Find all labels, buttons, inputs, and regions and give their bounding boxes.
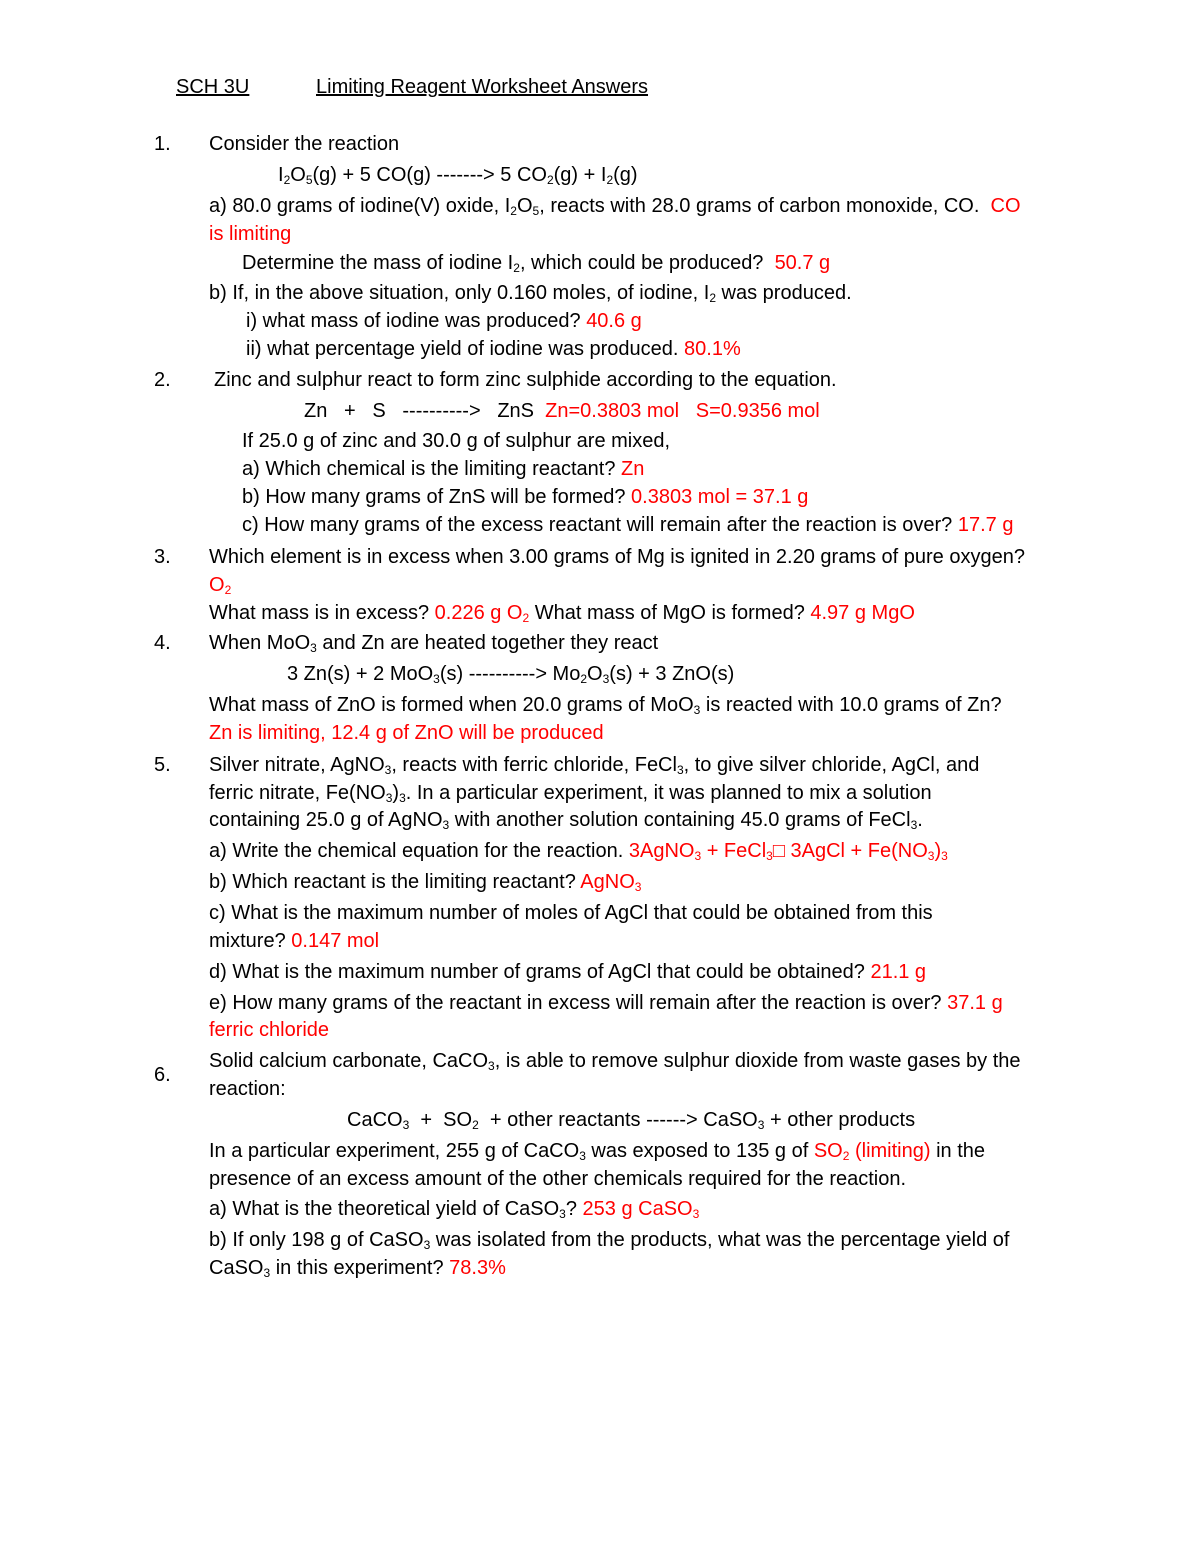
q1-part-a: a) 80.0 grams of iodine(V) oxide, $I_2O_5$, reacts with 28.0 grams of carbon monoxide, CO. CO (209, 195, 1021, 218)
q1-equation: $I_2O_5(g) + 5$ CO(g) -------> 5 $CO_2(g) + I_2(g)$ (278, 164, 638, 187)
q2-eq-answer: Zn=0.3803 mol S=0.9356 mol (545, 400, 820, 422)
q6-line-4: presence of an excess amount of the other chemicals required for the reaction. (209, 1168, 907, 1190)
q1-intro: Consider the reaction (209, 133, 400, 155)
q5-d-answer: 21.1 g (870, 961, 927, 983)
q1-part-b-ii: ii) what percentage yield of iodine was produced. 80.1% (246, 338, 741, 360)
q2-part-c: c) How many grams of the excess reactant will remain after the reaction is over? 17.7 g (242, 514, 1014, 536)
q5-b-answer: AgNO$_3$ (580, 871, 642, 894)
q6-limiting-answer: $SO_2$ (limiting) (813, 1140, 931, 1163)
q3-answer-2: 0.226 g $O_2$ (434, 602, 530, 625)
q6-line-3: In a particular experiment, 255 g of CaCO$_3$ was exposed to 135 g of $SO_2$ (limiting) in the (209, 1140, 986, 1163)
question-number-4: 4. (154, 632, 171, 654)
q5-part-d: d) What is the maximum number of grams of AgCl that could be obtained? 21.1 g (209, 961, 927, 983)
q2-equation: Zn + S ----------> ZnS Zn=0.3803 mol S=0.9356 mol (304, 400, 820, 422)
q5-e-answer-cont: ferric chloride (209, 1019, 330, 1041)
course-code: SCH 3U (176, 76, 250, 98)
q5-part-c: c) What is the maximum number of moles of AgCl that could be obtained from this (209, 902, 933, 924)
q3-answer-1: $O_2$ (209, 574, 232, 597)
q1-part-b: b) If, in the above situation, only 0.160 moles, of iodine, $I_2$ was produced. (209, 282, 852, 305)
q6-b-answer: 78.3% (449, 1257, 506, 1279)
q4-question: What mass of ZnO is formed when 20.0 grams of MoO$_3$ is reacted with 10.0 grams of Zn? (209, 694, 1002, 717)
question-number-1: 1. (154, 133, 171, 155)
q6-line-2: reaction: (209, 1078, 286, 1100)
question-number-5: 5. (154, 754, 171, 776)
q1-bi-answer: 40.6 g (586, 310, 642, 332)
question-number-6: 6. (154, 1064, 171, 1086)
q5-line-2: ferric nitrate, $Fe(NO_3)_3$. In a particular experiment, it was planned to mix a solution (209, 782, 932, 805)
q5-line-3: containing 25.0 g of AgNO$_3$ with another solution containing 45.0 grams of FeCl$_3$. (209, 809, 923, 832)
q2-part-a: a) Which chemical is the limiting reactant? Zn (242, 458, 645, 480)
question-number-3: 3. (154, 546, 171, 568)
q6-a-answer: 253 g CaSO$_3$ (582, 1198, 700, 1221)
q1-a-answer: CO (990, 195, 1021, 217)
q2-a-answer: Zn (621, 458, 645, 480)
worksheet-title: Limiting Reagent Worksheet Answers (316, 76, 649, 98)
q4-answer: Zn is limiting, 12.4 g of ZnO will be produced (209, 722, 604, 744)
q3-followup: What mass is in excess? 0.226 g $O_2$ What mass of MgO is formed? 4.97 g MgO (209, 602, 915, 625)
q1-determine: Determine the mass of iodine $I_2$, which could be produced? 50.7 g (242, 252, 831, 275)
q6-part-b: b) If only 198 g of CaSO$_3$ was isolated from the products, what was the percentage yield of (209, 1229, 1010, 1252)
q5-part-a: a) Write the chemical equation for the reaction. 3AgNO$_3$ + FeCl$_3$□ 3AgCl + $Fe(NO_3)_3$ (209, 840, 948, 863)
q5-part-e: e) How many grams of the reactant in excess will remain after the reaction is over? 37.1 g (209, 992, 1003, 1014)
q6-equation: CaCO$_3$ + $SO_2$ + other reactants ------> CaSO$_3$ + other products (347, 1109, 916, 1132)
q6-part-a: a) What is the theoretical yield of CaSO$_3$? 253 g CaSO$_3$ (209, 1198, 700, 1221)
q5-line-1: Silver nitrate, AgNO$_3$, reacts with ferric chloride, FeCl$_3$, to give silver chloride, AgCl, and (209, 754, 980, 777)
q6-line-1: Solid calcium carbonate, CaCO$_3$, is able to remove sulphur dioxide from waste gases by the (209, 1050, 1021, 1073)
q5-part-b: b) Which reactant is the limiting reactant? AgNO$_3$ (209, 871, 642, 894)
q3-answer-3: 4.97 g MgO (810, 602, 915, 624)
q6-part-b-cont: CaSO$_3$ in this experiment? 78.3% (209, 1257, 506, 1280)
q2-part-b: b) How many grams of ZnS will be formed? 0.3803 mol = 37.1 g (242, 486, 809, 508)
q2-b-answer: 0.3803 mol = 37.1 g (631, 486, 809, 508)
q1-det-answer: 50.7 g (774, 252, 831, 274)
q4-intro: When MoO$_3$ and Zn are heated together they react (209, 632, 659, 655)
q5-e-answer: 37.1 g (947, 992, 1003, 1014)
q5-part-c-cont: mixture? 0.147 mol (209, 930, 380, 952)
q1-a-answer-cont: is limiting (209, 223, 292, 245)
q3-text: Which element is in excess when 3.00 grams of Mg is ignited in 2.20 grams of pure oxygen? (209, 546, 1025, 568)
q4-equation: 3 Zn(s) + 2 MoO$_3$(s) ----------> $Mo_2O_3(s) + 3$ ZnO(s) (287, 663, 735, 686)
question-number-2: 2. (154, 369, 171, 391)
q1-part-b-i: i) what mass of iodine was produced? 40.6 g (246, 310, 642, 332)
q2-given: If 25.0 g of zinc and 30.0 g of sulphur are mixed, (242, 430, 671, 452)
q2-c-answer: 17.7 g (957, 514, 1014, 536)
q5-c-answer: 0.147 mol (291, 930, 380, 952)
q2-intro: Zinc and sulphur react to form zinc sulphide according to the equation. (214, 369, 837, 391)
q1-bii-answer: 80.1% (684, 338, 741, 360)
q5-a-answer: 3AgNO$_3$ + FeCl$_3$□ 3AgCl + $Fe(NO_3)_3$ (628, 840, 948, 863)
